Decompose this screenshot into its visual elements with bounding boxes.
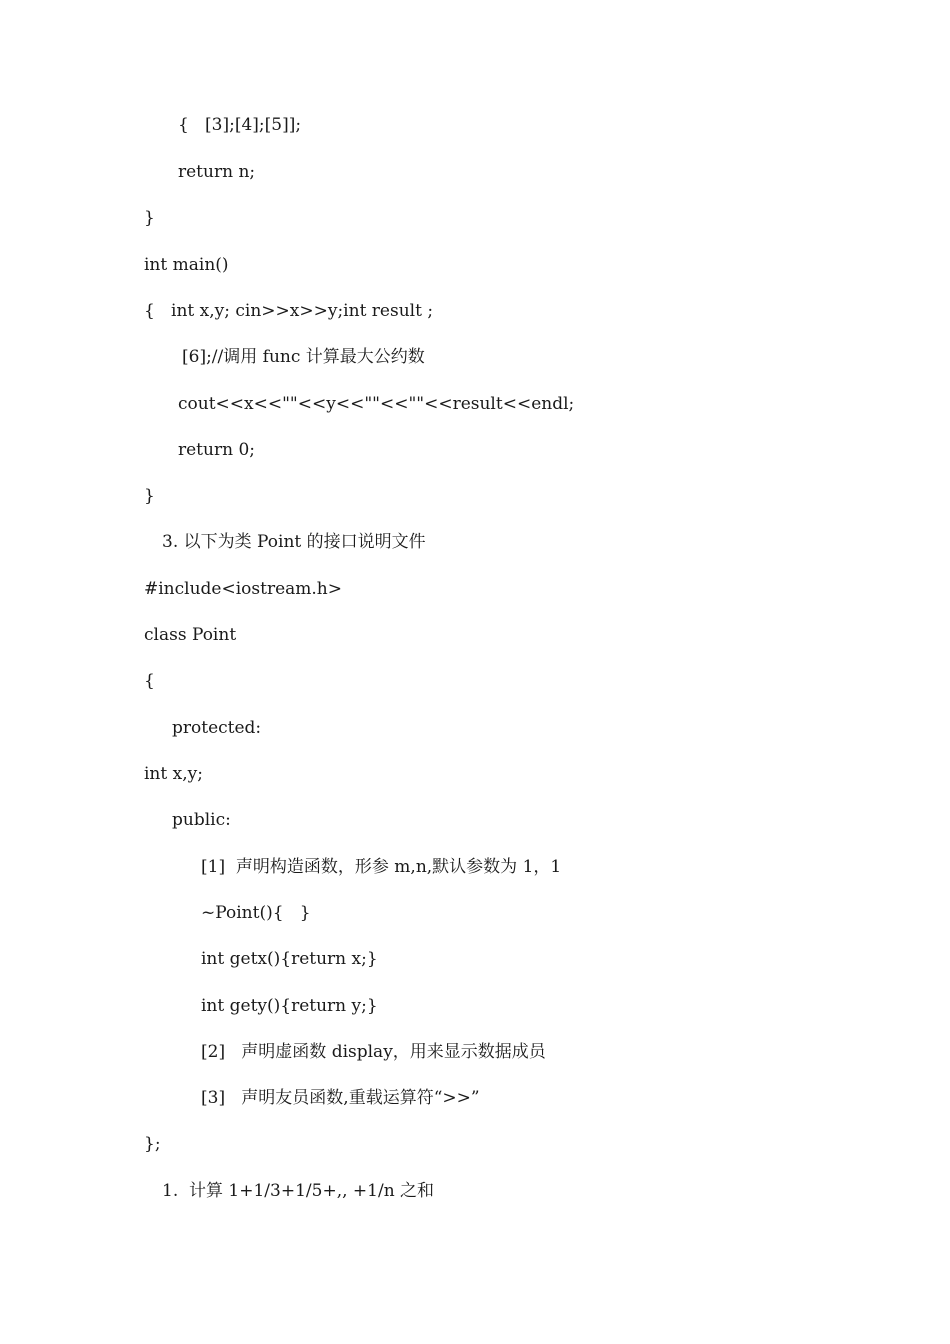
code-line-public: public: xyxy=(172,810,231,830)
code-line-gety: int gety(){return y;} xyxy=(201,996,378,1016)
question-heading-point: 3. 以下为类 Point 的接口说明文件 xyxy=(162,532,426,552)
code-line-return-0: return 0; xyxy=(178,440,255,460)
code-line-int-xy: int x,y; xyxy=(144,764,203,784)
code-line-blank-1-constructor: [1] 声明构造函数，形参 m,n,默认参数为 1，1 xyxy=(201,857,562,877)
code-line-blanks-345: { [3];[4];[5]]; xyxy=(178,115,302,135)
code-line-return-n: return n; xyxy=(178,162,256,182)
code-line-destructor: ~Point(){ } xyxy=(201,903,311,923)
code-line-main-decls: { int x,y; cin>>x>>y;int result ; xyxy=(144,301,434,321)
code-line-blank-6: [6];//调用 func 计算最大公约数 xyxy=(182,347,425,367)
code-line-open-brace-class: { xyxy=(144,671,155,691)
code-line-protected: protected: xyxy=(172,718,262,738)
code-line-int-main: int main() xyxy=(144,255,229,275)
code-line-class-point: class Point xyxy=(144,625,237,645)
code-line-getx: int getx(){return x;} xyxy=(201,949,378,969)
code-line-blank-3-friend: [3] 声明友员函数,重载运算符“>>” xyxy=(201,1088,480,1108)
code-line-cout: cout<<x<<""<<y<<""<<""<<result<<endl; xyxy=(178,394,575,414)
code-line-close-brace-main: } xyxy=(144,486,155,506)
code-line-class-end: }; xyxy=(144,1134,161,1154)
code-line-include: #include<iostream.h> xyxy=(144,579,342,599)
code-line-blank-2-display: [2] 声明虚函数 display，用来显示数据成员 xyxy=(201,1042,546,1062)
code-line-close-brace-func: } xyxy=(144,208,155,228)
question-sum-series: 1. 计算 1+1/3+1/5+,, +1/n 之和 xyxy=(162,1181,435,1201)
